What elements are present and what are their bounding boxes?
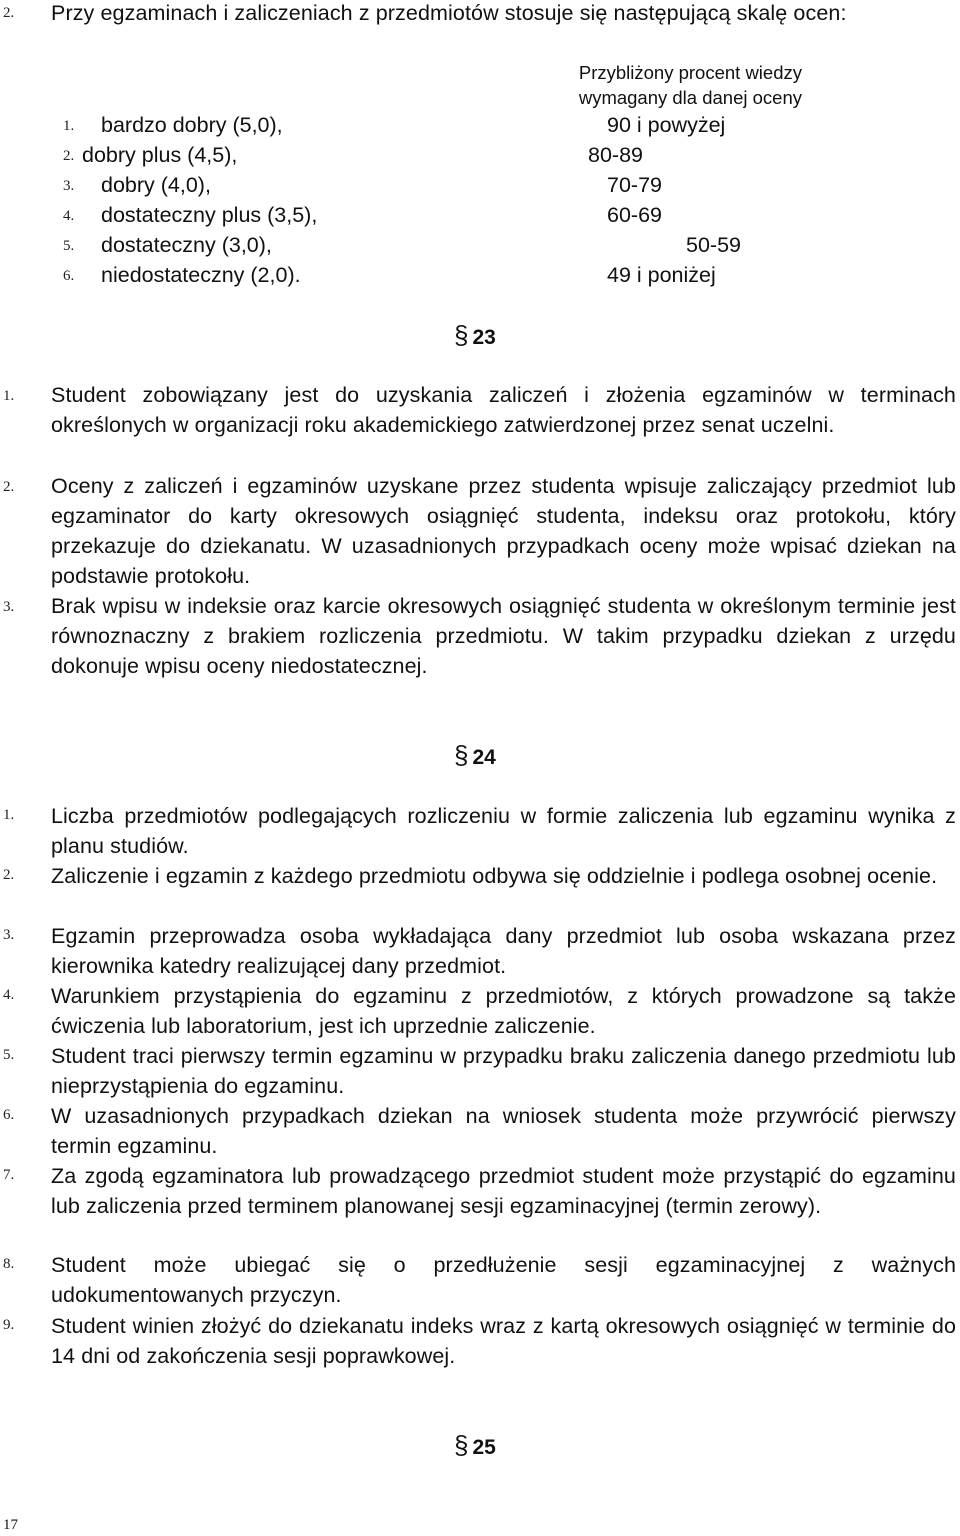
list-item-number: 1. [3, 807, 15, 823]
list-item-text: Liczba przedmiotów podlegających rozliczeniu w formie zaliczenia lub egzaminu wynika z planu studiów. [51, 804, 956, 858]
section-symbol: § [454, 740, 469, 770]
list-item-number: 2. [3, 867, 15, 883]
list-item-number: 3. [3, 927, 15, 943]
grade-row-label: dostateczny (3,0), [101, 233, 272, 257]
grade-row-range: 90 i powyżej [607, 113, 726, 137]
list-item-text: Student może ubiegać się o przedłużenie sesji egzaminacyjnej z ważnych udokumentowanych przyczyn. [51, 1253, 956, 1307]
list-item-number: 3. [3, 599, 15, 615]
list-item-text: Egzamin przeprowadza osoba wykładająca dany przedmiot lub osoba wskazana przez kierownika katedry realizującej dany przedmiot. [51, 924, 956, 978]
list-item-number: 6. [3, 1107, 15, 1123]
list-item-text: Za zgodą egzaminatora lub prowadzącego przedmiot student może przystąpić do egzaminu lub zaliczenia przed terminem planowanej sesji egzaminacyjnej (termin zerowy). [51, 1164, 956, 1218]
grade-row-label: bardzo dobry (5,0), [101, 113, 283, 137]
intro-text: Przy egzaminach i zaliczeniach z przedmiotów stosuje się następującą skalę ocen: [51, 1, 847, 25]
list-item-number: 5. [3, 1047, 15, 1063]
grade-row-number: 6. [63, 268, 75, 284]
section-heading-23 [454, 320, 496, 351]
section-number: 24 [472, 746, 496, 769]
grade-row-range: 60-69 [607, 203, 662, 227]
list-item-number: 7. [3, 1167, 15, 1183]
section-number: 25 [472, 1436, 496, 1459]
grade-table-header-line1: Przybliżony procent wiedzy [578, 62, 802, 83]
list-item-text: Warunkiem przystąpienia do egzaminu z przedmiotów, z których prowadzone są także ćwiczenia lub laboratorium, jest ich uprzednie zaliczenie. [51, 984, 956, 1038]
list-item-number: 2. [3, 479, 15, 495]
list-item-number: 8. [3, 1256, 15, 1272]
intro-number: 2. [3, 5, 15, 21]
grade-row-range: 49 i poniżej [607, 263, 716, 287]
grade-table-header-line2: wymagany dla danej oceny [578, 87, 802, 108]
list-item-text: Brak wpisu w indeksie oraz karcie okresowych osiągnięć studenta w określonym terminie jest równoznaczny z brakiem rozliczenia przedmiotu. W takim przypadku dziekan z urzędu dokonuje wpisu oceny niedostatecznej. [51, 594, 956, 678]
grade-row-number: 1. [63, 118, 75, 134]
list-item-number: 1. [3, 388, 15, 404]
list-item-text: Zaliczenie i egzamin z każdego przedmiotu odbywa się oddzielnie i podlega osobnej ocenie. [51, 864, 938, 888]
grade-row-number: 5. [63, 238, 75, 254]
grade-row-label: niedostateczny (2,0). [101, 263, 301, 287]
section-symbol: § [454, 320, 469, 350]
grade-row-label: dobry plus (4,5), [82, 143, 238, 167]
list-item-text: Oceny z zaliczeń i egzaminów uzyskane przez studenta wpisuje zaliczający przedmiot lub egzaminator do karty okresowych osiągnięć studenta, indeksu oraz protokołu, który przekazuje do dziekanatu. W uzasadnionych przypadkach oceny może wpisać dziekan na podstawie protokołu. [51, 474, 956, 588]
section-heading-25 [454, 1430, 496, 1461]
list-item-number: 9. [3, 1317, 15, 1333]
grade-row-number: 3. [63, 178, 75, 194]
grade-row-number: 2. [63, 148, 75, 164]
list-item-text: Student zobowiązany jest do uzyskania zaliczeń i złożenia egzaminów w terminach określonych w organizacji roku akademickiego zatwierdzonej przez senat uczelni. [51, 383, 956, 437]
section-number: 23 [472, 326, 496, 349]
list-item-text: W uzasadnionych przypadkach dziekan na wniosek studenta może przywrócić pierwszy termin egzaminu. [51, 1104, 956, 1158]
page-number: 17 [3, 1517, 18, 1533]
grade-row-label: dostateczny plus (3,5), [101, 203, 318, 227]
grade-row-range: 80-89 [588, 143, 643, 167]
grade-row-label: dobry (4,0), [101, 173, 211, 197]
grade-row-range: 50-59 [686, 233, 741, 257]
section-heading-24 [454, 740, 496, 771]
list-item-text: Student winien złożyć do dziekanatu indeks wraz z kartą okresowych osiągnięć w terminie do 14 dni od zakończenia sesji poprawkowej. [51, 1314, 956, 1368]
section-symbol: § [454, 1430, 469, 1460]
grade-row-range: 70-79 [607, 173, 662, 197]
grade-row-number: 4. [63, 208, 75, 224]
list-item-text: Student traci pierwszy termin egzaminu w przypadku braku zaliczenia danego przedmiotu lub nieprzystąpienia do egzaminu. [51, 1044, 956, 1098]
list-item-number: 4. [3, 987, 15, 1003]
